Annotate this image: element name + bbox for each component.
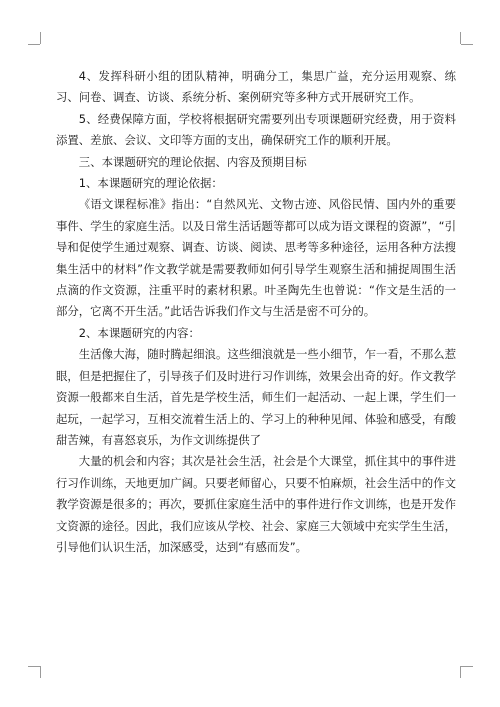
subheading-theory-basis: 1、本课题研究的理论依据： [78,176,223,191]
paragraph-opportunities: 大量的机会和内容；其次是社会生活，社会是个大课堂，抓住其中的事件进行习作训练，天地更加广阔。只要老师留心，只要不怕麻烦，社会生活中的作文教学资源是很多的；再次，要抓住家庭生活中的事件进行作文训练，也是开发作文资源的途径。因此，我们应该从学校、社会、家庭三大领域中充实学生生活，引导他们认识生活，加深感受，达到“有感而发”。 [56,454,456,554]
paragraph-curriculum-standard: 《语文课程标准》指出：“自然风光、文物古迹、风俗民情、国内外的重要事件、学生的家庭生活。以及日常生活话题等都可以成为语文课程的资源”，“引导和促使学生通过观察、调查、访谈、阅读、思考等多种途径，运用各种方法搜集生活中的材料”作文教学就是需要教师如何引导学生观察生活和捕捉周围生活点滴的作文资源，注重平时的素材积累。叶圣陶先生也曾说：“作文是生活的一部分，它离不开生活。”此话告诉我们作文与生活是密不可分的。 [56,197,456,319]
subheading-research-content: 2、本课题研究的内容： [78,325,200,340]
section-heading-3: 三、本课题研究的理论依据、内容及预期目标 [78,154,307,169]
paragraph-team-spirit: 4、发挥科研小组的团队精神，明确分工，集思广益，充分运用观察、练习、问卷、调查、访谈、系统分析、案例研究等多种方式开展研究工作。 [56,69,456,105]
document-body [56,66,456,558]
paragraph-life-sea: 生活像大海，随时腾起细浪。这些细浪就是一些小细节，乍一看，不那么惹眼，但是把握住了，引导孩子们及时进行习作训练，效果会出奇的好。作文教学资源一般都来自生活，首先是学校生活，师生们一起活动、一起上课，学生们一起玩，一起学习，互相交流着生活上的、学习上的种种见闻、体验和感受，有酸甜苦辣，有喜怒哀乐，为作文训练提供了 [56,347,456,447]
paragraph-funding: 5、经费保障方面，学校将根据研究需要列出专项课题研究经费，用于资料添置、差旅、会议、文印等方面的支出，确保研究工作的顺利开展。 [56,111,456,148]
